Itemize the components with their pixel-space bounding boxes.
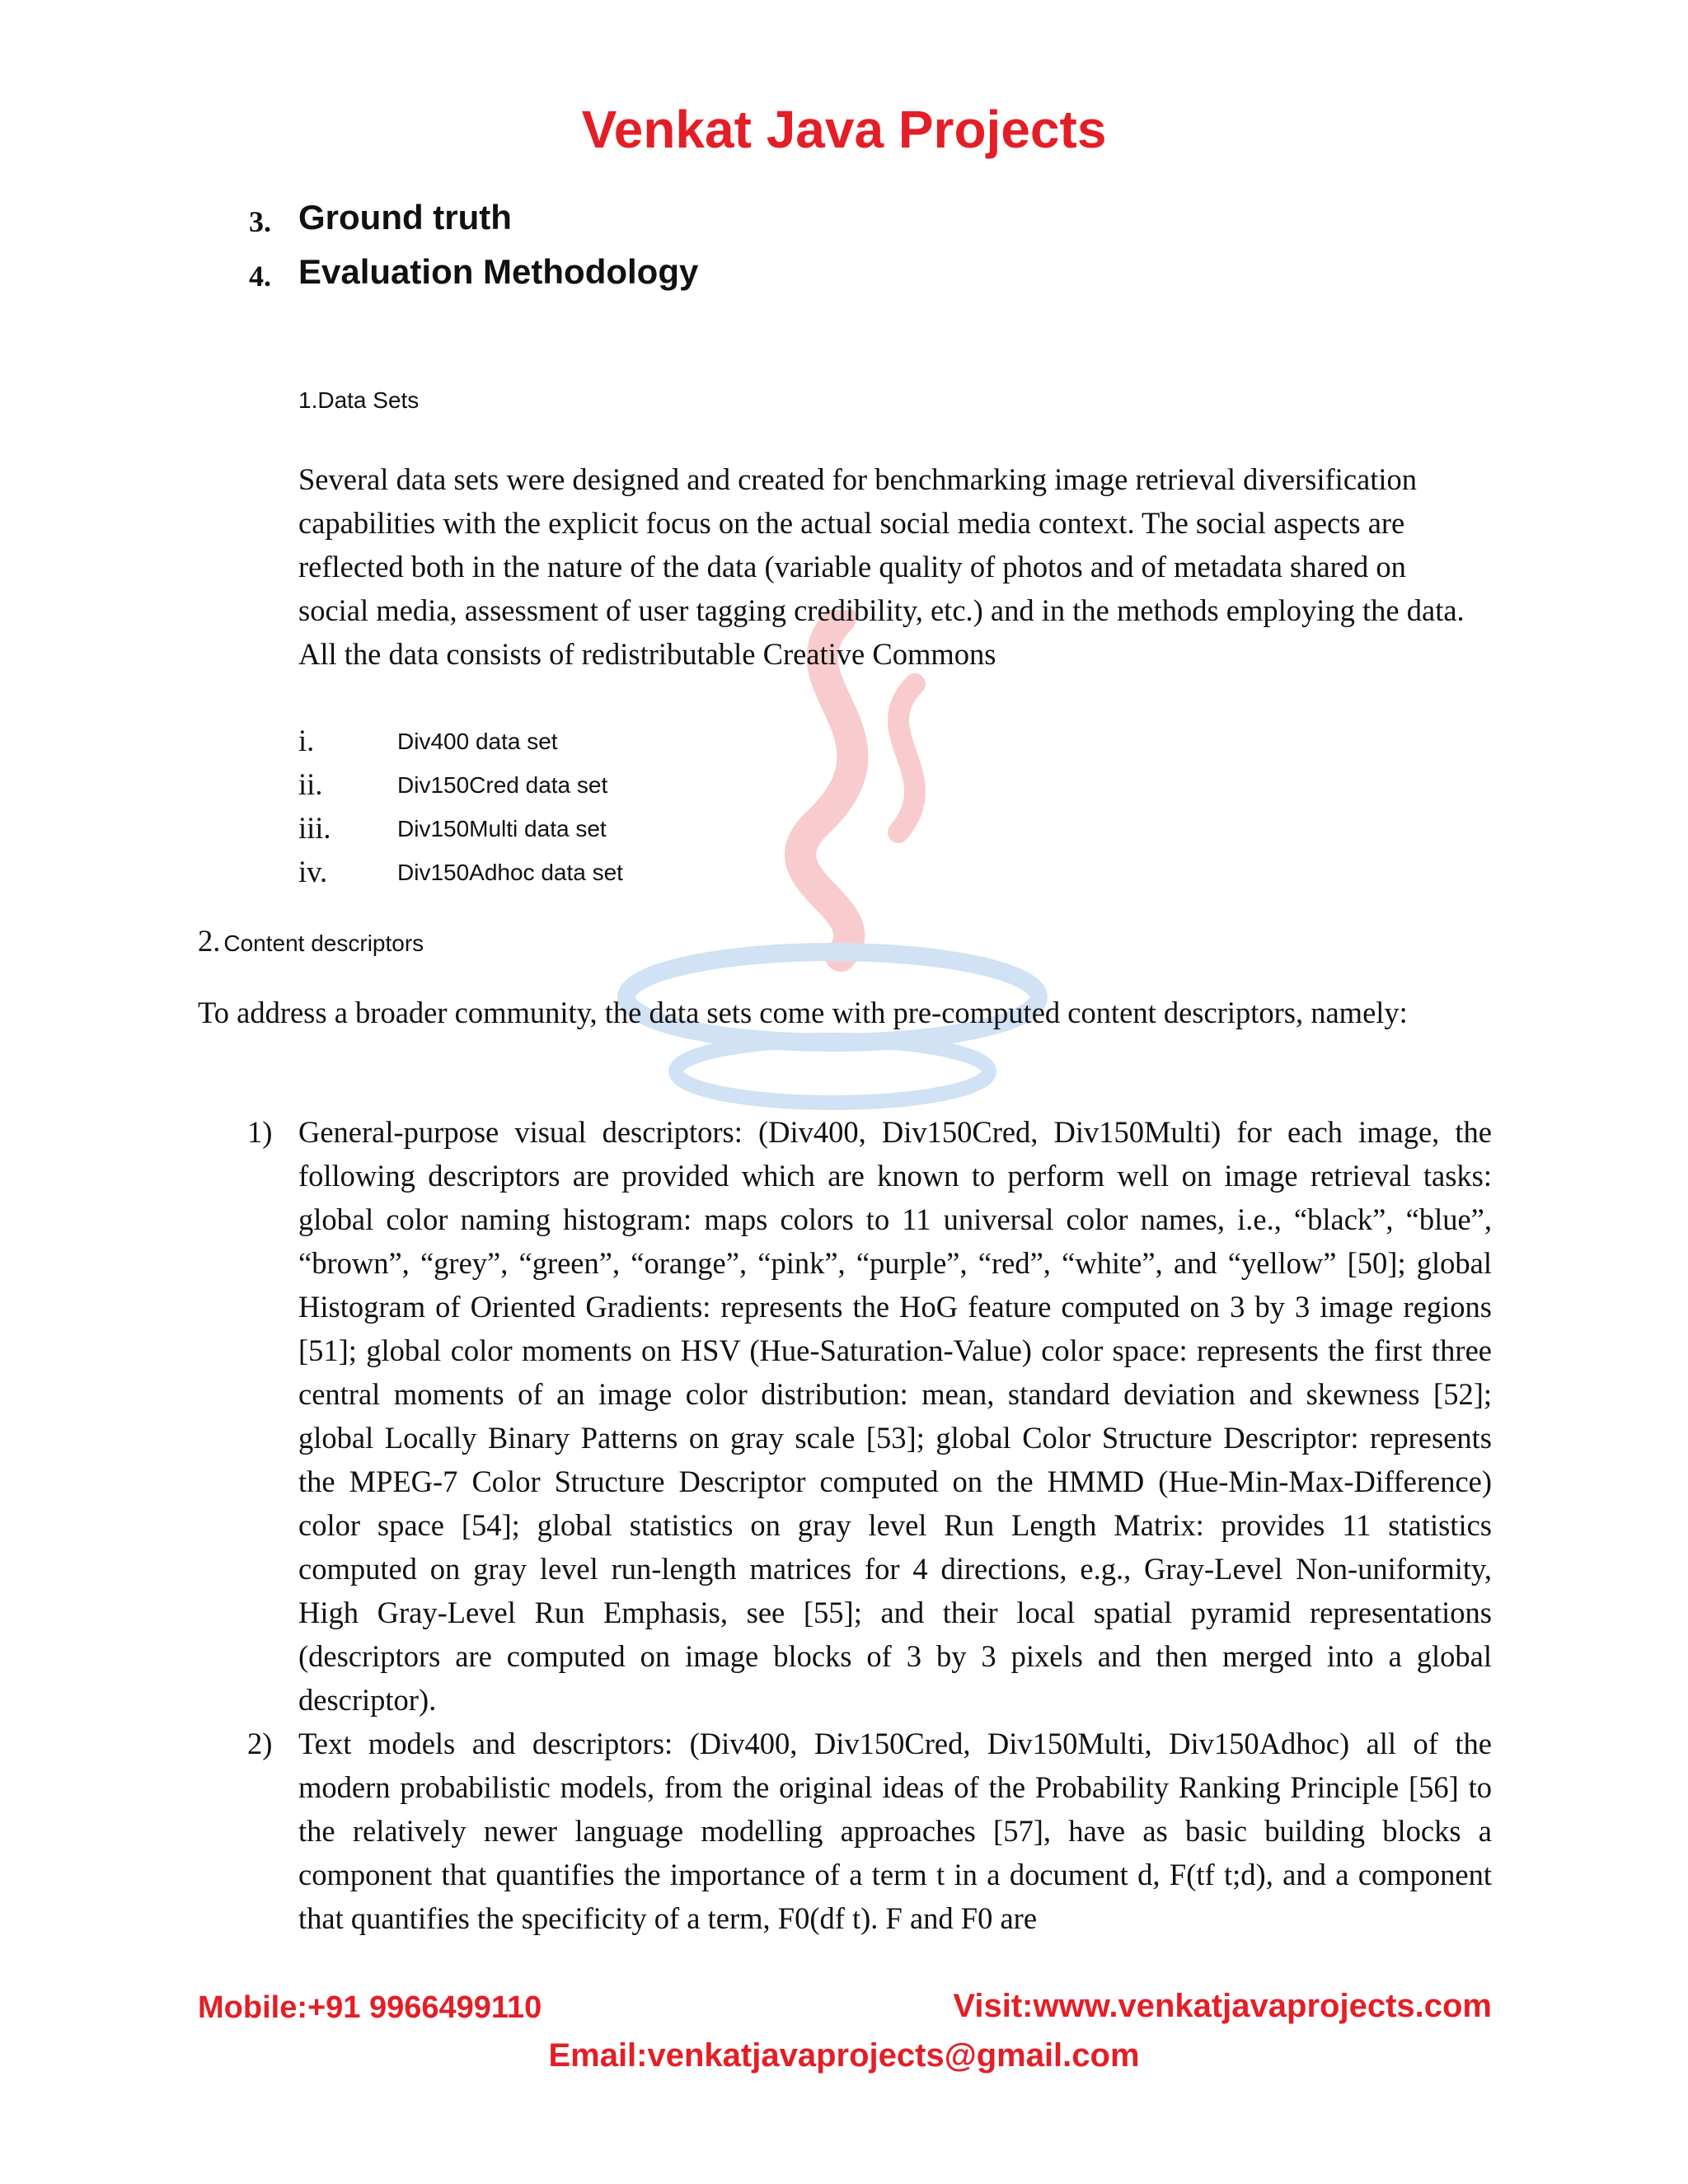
list-item bbox=[198, 1722, 1492, 1940]
list-text: Div400 data set bbox=[397, 729, 558, 754]
list-text: General-purpose visual descriptors: (Div400, Div150Cred, Div150Multi) for each image, the following descriptors are provided which are known to perform well on image retrieval tasks: global color naming histogram: maps colors to 11 universal color names, i.e., “black”, “blue”, “brown”, “grey”, “green”, “orange”, “pink”, “purple”, “red”, “white”, and “yellow” [50]; global Histogram of Oriented Gradients: represents the HoG feature computed on 3 by 3 image regions [51]; global color moments on HSV (Hue-Saturation-Value) color space: represents the first three central moments of an image color distribution: mean, standard deviation and skewness [52]; global Locally Binary Patterns on gray scale [53]; global Color Structure Descriptor: represents the MPEG-7 Color Structure Descriptor computed on the HMMD (Hue-Min-Max-Difference) color space [54]; global statistics on gray level Run Length Matrix: provides 11 statistics computed on gray level run-length matrices for 4 directions, e.g., Gray-Level Non-uniformity, High Gray-Level Run Emphasis, see [55]; and their local spatial pyramid representations (descriptors are computed on image blocks of 3 by 3 pixels and then merged into a global descriptor). bbox=[298, 1115, 1492, 1717]
page-title: Venkat Java Projects bbox=[581, 100, 1107, 159]
list-number: 2) bbox=[247, 1727, 273, 1760]
java-logo-watermark bbox=[569, 610, 1113, 1154]
list-text: Div150Adhoc data set bbox=[397, 860, 623, 885]
descriptor-list bbox=[198, 1110, 1492, 1940]
list-text: Text models and descriptors: (Div400, Div150Cred, Div150Multi, Div150Adhoc) all of the modern probabilistic models, from the original ideas of the Probability Ranking Principle [56] to the relatively newer language modelling approaches [57], have as basic building blocks a component that quantifies the importance of a term t in a document d, F(tf t;d), and a component that quantifies the specificity of a term, F0(df t). F and F0 are bbox=[298, 1727, 1492, 1935]
list-number: 1) bbox=[247, 1115, 273, 1149]
list-number: ii. bbox=[298, 767, 323, 801]
list-number: i. bbox=[298, 724, 315, 757]
toc-number: 4. bbox=[249, 260, 271, 293]
section-title: Content descriptors bbox=[223, 930, 424, 956]
content-descriptors-intro: To address a broader community, the data sets come with pre-computed content descriptors, namely: bbox=[198, 996, 1408, 1029]
section-number: 2. bbox=[198, 924, 221, 958]
list-text: Div150Cred data set bbox=[397, 772, 608, 798]
data-sets-paragraph: Several data sets were designed and created for benchmarking image retrieval diversification capabilities with the explicit focus on the actual social media context. The social aspects are reflected both in the nature of the data (variable quality of photos and of metadata shared on social media, assessment of user tagging credibility, etc.) and in the methods employing the data. All the data consists of redistributable Creative Commons bbox=[298, 462, 1465, 671]
footer-email: Email:venkatjavaprojects@gmail.com bbox=[548, 2037, 1140, 2074]
list-number: iv. bbox=[298, 855, 328, 888]
footer-mobile: Mobile:+91 9966499110 bbox=[198, 1990, 542, 2025]
toc-heading: Ground truth bbox=[298, 198, 512, 237]
toc-heading: Evaluation Methodology bbox=[298, 252, 699, 291]
list-text: Div150Multi data set bbox=[397, 816, 607, 841]
toc-number: 3. bbox=[249, 205, 271, 238]
section-heading-content-descriptors bbox=[198, 923, 424, 958]
section-heading-data-sets: 1.Data Sets bbox=[298, 387, 420, 413]
list-number: iii. bbox=[298, 811, 331, 845]
list-item bbox=[198, 1110, 1492, 1722]
footer-website: Visit:www.venkatjavaprojects.com bbox=[953, 1988, 1492, 2024]
